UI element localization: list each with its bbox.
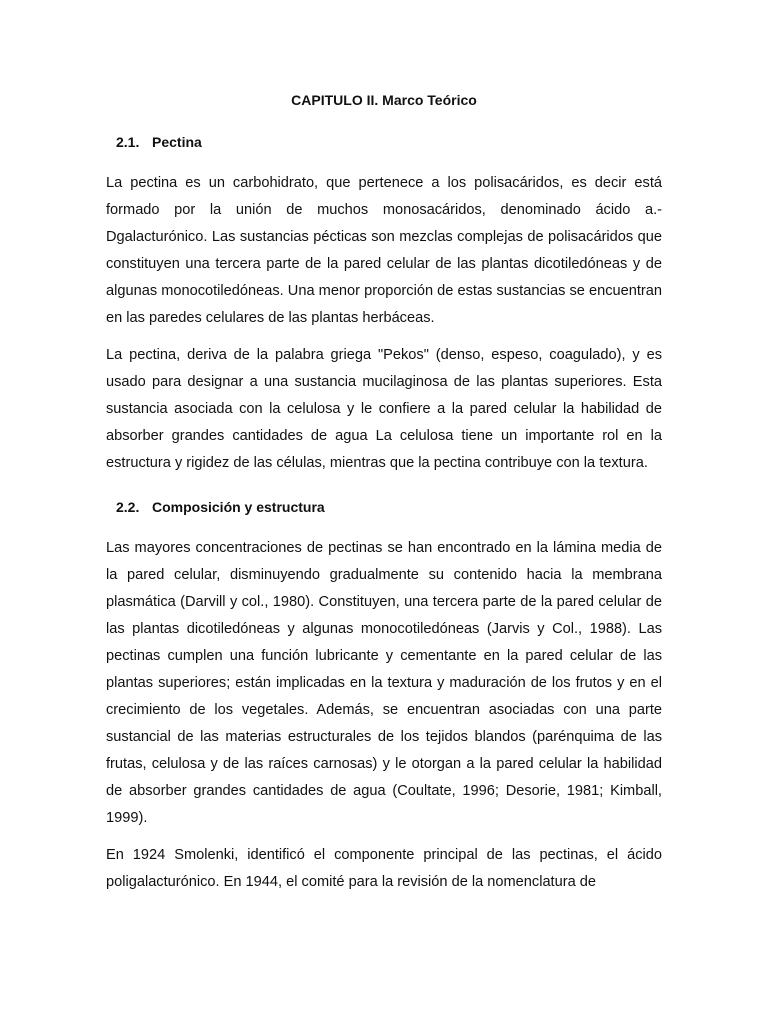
chapter-title: CAPITULO II. Marco Teórico — [291, 92, 477, 108]
section-heading-composicion — [106, 497, 662, 517]
section-number: 2.1. — [116, 134, 140, 150]
section-number: 2.2. — [116, 499, 140, 515]
paragraph: En 1924 Smolenki, identificó el componente principal de las pectinas, el ácido poligalacturónico. En 1944, el comité para la revisión de la nomenclatura de — [106, 847, 662, 890]
paragraph: La pectina, deriva de la palabra griega "Pekos" (denso, espeso, coagulado), y es usado para designar a una sustancia mucilaginosa de las plantas superiores. Esta sustancia asociada con la celulosa y le confiere a la pared celular la habilidad de absorber grandes cantidades de agua La celulosa tiene un importante rol en la estructura y rigidez de las células, mientras que la pectina contribuye con la textura. — [106, 347, 662, 471]
section-title: Composición y estructura — [152, 499, 325, 515]
paragraph: La pectina es un carbohidrato, que pertenece a los polisacáridos, es decir está formado por la unión de muchos monosacáridos, denominado ácido a.- Dgalacturónico. Las sustancias pécticas son mezclas complejas de polisacáridos que constituyen una tercera parte de la pared celular de las plantas dicotiledóneas y de algunas monocotiledóneas. Una menor proporción de estas sustancias se encuentran en las paredes celulares de las plantas herbáceas. — [106, 175, 662, 326]
section-title: Pectina — [152, 134, 202, 150]
paragraph: Las mayores concentraciones de pectinas se han encontrado en la lámina media de la pared celular, disminuyendo gradualmente su contenido hacia la membrana plasmática (Darvill y col., 1980). Constituyen, una tercera parte de la pared celular de las plantas dicotiledóneas y algunas monocotiledóneas (Jarvis y Col., 1988). Las pectinas cumplen una función lubricante y cementante en la pared celular de las plantas superiores; están implicadas en la textura y maduración de los frutos y en el crecimiento de los vegetales. Además, se encuentran asociadas con una parte sustancial de las materias estructurales de los tejidos blandos (parénquima de las frutas, celulosa y de las raíces carnosas) y le otorgan a la pared celular la habilidad de absorber grandes cantidades de agua (Coultate, 1996; Desorie, 1981; Kimball, 1999). — [106, 540, 662, 826]
section-heading-pectina — [106, 132, 662, 152]
